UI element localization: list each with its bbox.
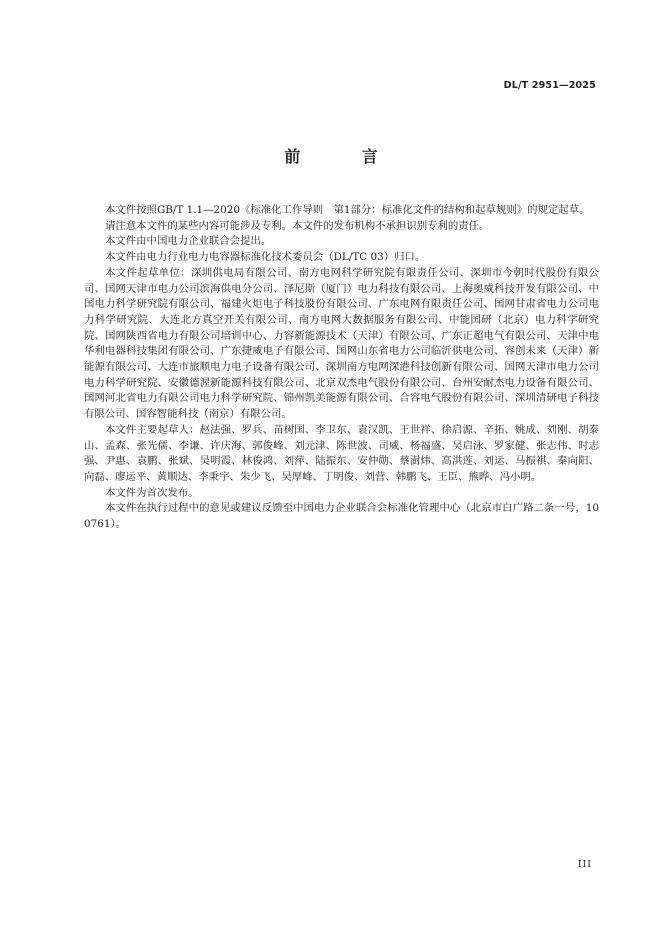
- paragraph-drafting-rules: 本文件按照GB/T 1.1—2020《标准化工作导则 第1部分：标准化文件的结构和起草规则》的规定起草。: [105, 204, 590, 216]
- paragraph-drafting-units: 本文件起草单位：深圳供电局有限公司、南方电网科学研究院有限责任公司、深圳市今朝时代股份有限公司、国网天津市电力公司滨海供电分公司、泽尼斯（厦门）电力科技有限公司、上海奥威科技开发有限公司、中国电力科学研究院有限公司、福建火炬电子科技股份有限公司、广东电网有限责任公司、国网甘肃省电力公司电力科学研究院、大连北方真空开关有限公司、南方电网大数据服务有限公司、中能国研（北京）电力科学研究院、国网陕西省电力有限公司培训中心、力容新能源技术（天津）有限公司、广东正超电气有限公司、天津中电华利电器科技集团有限公司、广东捷威电子有限公司、国网山东省电力公司临沂供电公司、容创未来（天津）新能源有限公司、大连市旅顺电力电子设备有限公司、深圳南方电网深港科技创新有限公司、国网天津市电力公司电力科学研究院、安徽德渥新能源科技有限公司、北京双杰电气股份有限公司、台州安耐杰电力设备有限公司、国网河北省电力有限公司电力科学研究院、锦州凯美能源有限公司、合容电气股份有限公司、深圳清研电子科技有限公司、国容智能科技（南京）有限公司。: [84, 266, 599, 421]
- paragraph-committee: 本文件由电力行业电力电容器标准化技术委员会（DL/TC 03）归口。: [105, 251, 426, 264]
- page-title: 前 言: [284, 147, 406, 166]
- foreword-body: [84, 203, 599, 533]
- paragraph-patent-notice: 请注意本文件的某些内容可能涉及专利。本文件的发布机构不承担识别专利的责任。: [105, 219, 490, 232]
- document-code: DL/T 2951—2025: [503, 80, 596, 91]
- paragraph-feedback: 本文件在执行过程中的意见或建议反馈至中国电力企业联合会标准化管理中心（北京市白广路二条一号，100761）。: [84, 502, 599, 531]
- page-number: III: [577, 859, 592, 870]
- paragraph-drafters: 本文件主要起草人：赵法强、罗兵、苗树国、李卫东、袁汉凯、王世祥、徐启源、辛拓、姚成、刘刚、胡泰山、孟森、张光儒、李谦、许庆海、郭俊峰、刘元津、陈世波、司威、杨福盛、吴启泳、罗家健、张志伟、时志强、尹惠、袁鹏、张斌、吴明霞、林俊鸿、刘萍、陆振东、安仲勋、蔡澍炜、高洪莲、刘运、马振祺、秦向阳、向磊、廖运平、黄顺达、李秉宇、朱少飞、吴厚峰、丁明俊、刘营、韩鹏飞、王臣、熊晔、冯小明。: [84, 423, 599, 483]
- paragraph-first-release: 本文件为首次发布。: [105, 486, 199, 499]
- paragraph-proposer: 本文件由中国电力企业联合会提出。: [105, 235, 272, 248]
